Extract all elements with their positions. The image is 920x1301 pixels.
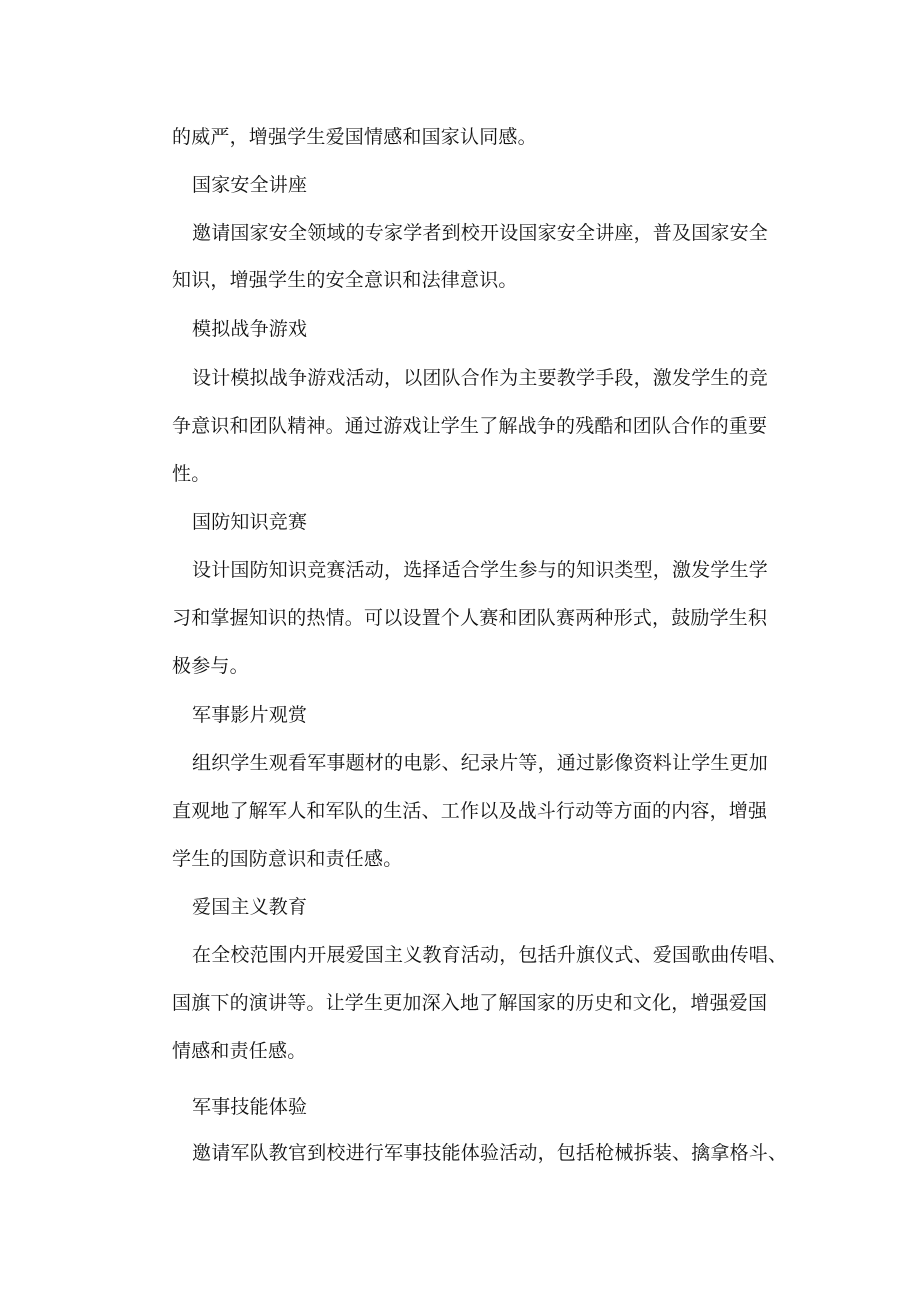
- paragraph-line: 直观地了解军人和军队的生活、工作以及战斗行动等方面的内容，增强: [172, 800, 768, 822]
- paragraph-line: 在全校范围内开展爱国主义教育活动，包括升旗仪式、爱国歌曲传唱、: [192, 944, 788, 966]
- paragraph-line: 习和掌握知识的热情。可以设置个人赛和团队赛两种形式，鼓励学生积: [172, 607, 768, 629]
- paragraph-line: 组织学生观看军事题材的电影、纪录片等，通过影像资料让学生更加: [192, 752, 769, 774]
- section-heading: 军事影片观赏: [192, 704, 308, 726]
- section-heading: 国防知识竞赛: [192, 511, 308, 533]
- paragraph-line: 设计国防知识竞赛活动，选择适合学生参与的知识类型，激发学生学: [192, 559, 769, 581]
- paragraph-line: 国旗下的演讲等。让学生更加深入地了解国家的历史和文化，增强爱国: [172, 992, 768, 1014]
- paragraph-line: 性。: [172, 463, 211, 485]
- section-heading: 模拟战争游戏: [192, 318, 308, 340]
- section-heading: 军事技能体验: [192, 1096, 308, 1118]
- section-heading: 国家安全讲座: [192, 174, 308, 196]
- section-heading: 爱国主义教育: [192, 896, 308, 918]
- paragraph-line: 的威严，增强学生爱国情感和国家认同感。: [172, 126, 537, 148]
- paragraph-line: 知识，增强学生的安全意识和法律意识。: [172, 269, 518, 291]
- paragraph-line: 邀请国家安全领域的专家学者到校开设国家安全讲座，普及国家安全: [192, 222, 769, 244]
- paragraph-line: 情感和责任感。: [172, 1040, 307, 1062]
- paragraph-line: 学生的国防意识和责任感。: [172, 848, 403, 870]
- paragraph-line: 争意识和团队精神。通过游戏让学生了解战争的残酷和团队合作的重要: [172, 415, 768, 437]
- paragraph-line: 设计模拟战争游戏活动，以团队合作为主要教学手段，激发学生的竞: [192, 367, 769, 389]
- paragraph-line: 极参与。: [172, 655, 249, 677]
- paragraph-line: 邀请军队教官到校进行军事技能体验活动，包括枪械拆装、擒拿格斗、: [192, 1142, 788, 1164]
